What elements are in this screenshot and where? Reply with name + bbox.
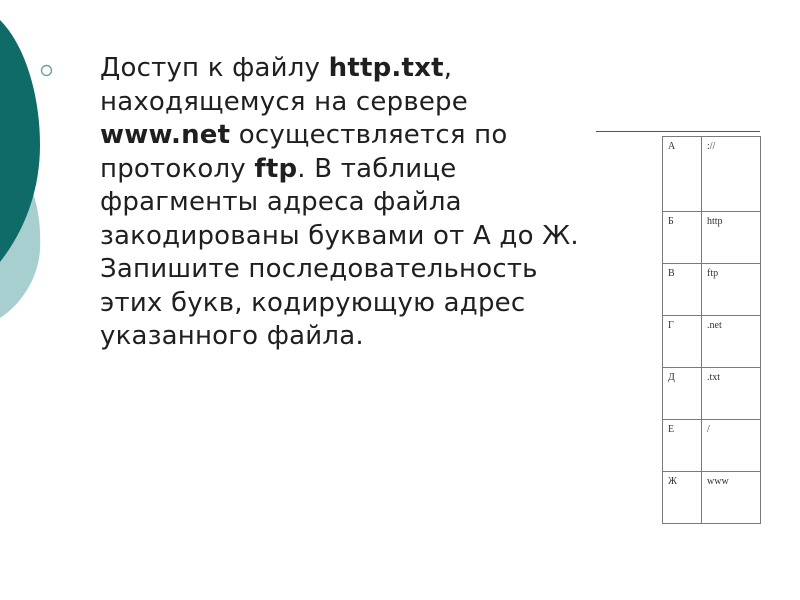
protocol-name-bold: ftp xyxy=(254,153,298,184)
letter-cell: В xyxy=(663,264,702,316)
table-row xyxy=(663,264,761,316)
question-part-3: осуществляется по протоколу xyxy=(100,120,508,184)
question-text xyxy=(100,52,580,354)
letter-cell: Г xyxy=(663,316,702,368)
table-row xyxy=(663,472,761,524)
table-row xyxy=(663,420,761,472)
fragment-cell: www xyxy=(702,472,761,524)
fragment-cell: ftp xyxy=(702,264,761,316)
table-top-rule xyxy=(596,131,760,132)
fragment-cell: :// xyxy=(702,137,761,212)
table-row xyxy=(663,137,761,212)
fragment-cell: .net xyxy=(702,316,761,368)
letter-cell: Ж xyxy=(663,472,702,524)
server-name-bold: www.net xyxy=(100,120,231,150)
letter-cell: А xyxy=(663,137,702,212)
address-fragment-table xyxy=(662,136,761,524)
letter-cell: Е xyxy=(663,420,702,472)
decorative-arc-shape xyxy=(0,0,60,320)
fragment-cell: / xyxy=(702,420,761,472)
table-row xyxy=(663,316,761,368)
hollow-circle-bullet-icon xyxy=(40,64,53,77)
letter-cell: Б xyxy=(663,212,702,264)
table-row xyxy=(663,368,761,420)
file-name-bold: http.txt xyxy=(328,53,444,83)
question-part-1: Доступ к файлу xyxy=(100,53,329,83)
table-row xyxy=(663,212,761,264)
fragment-cell: .txt xyxy=(702,368,761,420)
fragment-cell: http xyxy=(702,212,761,264)
letter-cell: Д xyxy=(663,368,702,420)
question-part-4: . В таблице фрагменты адреса файла закодированы буквами от А до Ж. Запишите последовательность этих букв, кодирующую адрес указанного файла. xyxy=(100,153,579,351)
question-part-2: , находящемуся на сервере xyxy=(100,53,468,117)
